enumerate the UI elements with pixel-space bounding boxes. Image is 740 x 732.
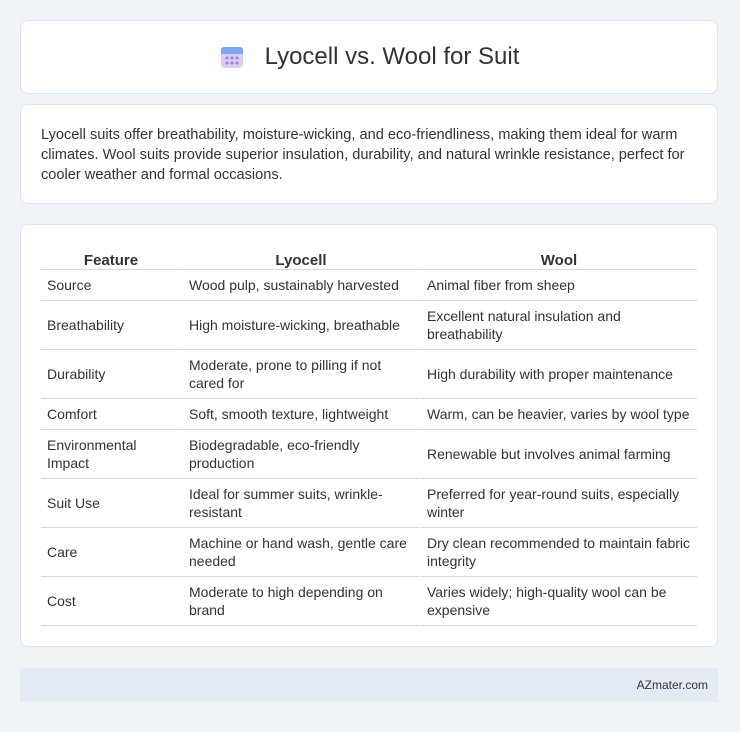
table-row [41, 301, 697, 350]
table-row [41, 528, 697, 577]
wool-cell: Excellent natural insulation and breathability [419, 301, 697, 350]
table-row [41, 430, 697, 479]
wool-cell: Varies widely; high-quality wool can be expensive [419, 577, 697, 626]
lyocell-cell: Wood pulp, sustainably harvested [181, 270, 419, 301]
wool-cell: Dry clean recommended to maintain fabric integrity [419, 528, 697, 577]
feature-cell: Comfort [41, 399, 181, 430]
intro-card [20, 104, 718, 204]
lyocell-cell: Machine or hand wash, gentle care needed [181, 528, 419, 577]
lyocell-cell: Ideal for summer suits, wrinkle-resistant [181, 479, 419, 528]
table-header-row [41, 245, 697, 270]
lyocell-cell: High moisture-wicking, breathable [181, 301, 419, 350]
table-row [41, 479, 697, 528]
feature-cell: Cost [41, 577, 181, 626]
feature-cell: Breathability [41, 301, 181, 350]
comparison-card [20, 224, 718, 647]
feature-cell: Durability [41, 350, 181, 399]
lyocell-cell: Soft, smooth texture, lightweight [181, 399, 419, 430]
column-header-lyocell: Lyocell [181, 245, 419, 270]
column-header-wool: Wool [419, 245, 697, 270]
feature-cell: Suit Use [41, 479, 181, 528]
lyocell-cell: Biodegradable, eco-friendly production [181, 430, 419, 479]
table-row [41, 577, 697, 626]
wool-cell: Warm, can be heavier, varies by wool type [419, 399, 697, 430]
title-card [20, 20, 718, 94]
comparison-table [41, 245, 697, 626]
table-row [41, 270, 697, 301]
table-row [41, 399, 697, 430]
feature-cell: Care [41, 528, 181, 577]
feature-cell: Environmental Impact [41, 430, 181, 479]
feature-cell: Source [41, 270, 181, 301]
footer-bar [20, 668, 718, 702]
table-row [41, 350, 697, 399]
page-title: Lyocell vs. Wool for Suit [264, 43, 520, 70]
lyocell-cell: Moderate, prone to pilling if not cared for [181, 350, 419, 399]
column-header-feature: Feature [41, 245, 181, 270]
wool-cell: Renewable but involves animal farming [419, 430, 697, 479]
wool-cell: Animal fiber from sheep [419, 270, 697, 301]
wool-cell: High durability with proper maintenance [419, 350, 697, 399]
lyocell-cell: Moderate to high depending on brand [181, 577, 419, 626]
wool-cell: Preferred for year-round suits, especially winter [419, 479, 697, 528]
intro-paragraph: Lyocell suits offer breathability, moisture-wicking, and eco-friendliness, making them ideal for warm climates. Wool suits provide superior insulation, durability, and natural wrinkle resistance, perfect for cooler weather and formal occasions. [41, 127, 685, 183]
calendar-icon [219, 44, 245, 70]
footer-site-link[interactable]: AZmater.com [636, 678, 708, 692]
